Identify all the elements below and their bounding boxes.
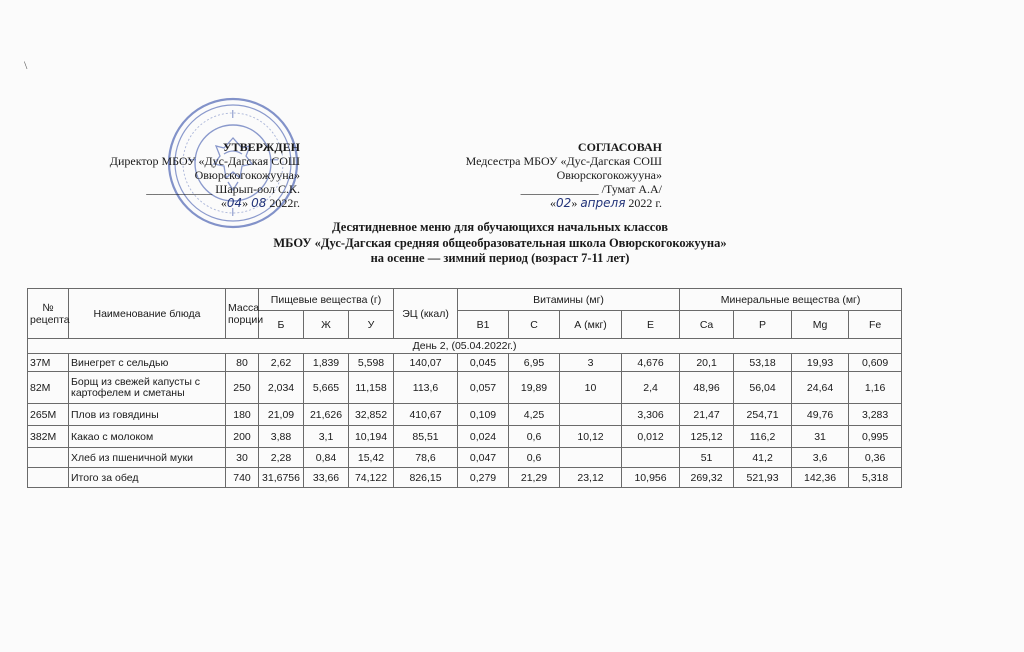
cell-a bbox=[560, 404, 622, 426]
cell-dish: Борщ из свежей капусты с картофелем и сметаны bbox=[69, 372, 226, 404]
agreement-title: СОГЛАСОВАН bbox=[577, 140, 662, 154]
cell-p: 254,71 bbox=[734, 404, 792, 426]
col-vitamins: Витамины (мг) bbox=[458, 289, 680, 311]
cell-fe: 0,609 bbox=[849, 354, 902, 372]
cell-b: 2,034 bbox=[259, 372, 304, 404]
cell-ca: 125,12 bbox=[680, 426, 734, 448]
total-ca: 269,32 bbox=[680, 468, 734, 488]
cell-energy: 410,67 bbox=[394, 404, 458, 426]
cell-b: 2,28 bbox=[259, 448, 304, 468]
cell-b: 2,62 bbox=[259, 354, 304, 372]
cell-energy: 85,51 bbox=[394, 426, 458, 448]
cell-recipe bbox=[28, 448, 69, 468]
col-dish: Наименование блюда bbox=[69, 289, 226, 339]
total-b: 31,6756 bbox=[259, 468, 304, 488]
agreement-date: «02» апреля 2022 г. bbox=[550, 196, 662, 210]
cell-u: 5,598 bbox=[349, 354, 394, 372]
total-u: 74,122 bbox=[349, 468, 394, 488]
approval-block bbox=[60, 140, 300, 210]
cell-ca: 21,47 bbox=[680, 404, 734, 426]
agreement-district: Овюрскогокожууна» bbox=[556, 168, 662, 182]
col-fe: Fe bbox=[849, 311, 902, 339]
table-row bbox=[28, 354, 902, 372]
cell-mass: 180 bbox=[226, 404, 259, 426]
cell-zh: 0,84 bbox=[304, 448, 349, 468]
total-mass: 740 bbox=[226, 468, 259, 488]
col-a: А (мкг) bbox=[560, 311, 622, 339]
cell-b: 21,09 bbox=[259, 404, 304, 426]
cell-fe: 1,16 bbox=[849, 372, 902, 404]
col-b: Б bbox=[259, 311, 304, 339]
cell-recipe: 82М bbox=[28, 372, 69, 404]
cell-energy: 113,6 bbox=[394, 372, 458, 404]
col-c: C bbox=[509, 311, 560, 339]
day-label: День 2, (05.04.2022г.) bbox=[28, 339, 902, 354]
cell-mg: 24,64 bbox=[792, 372, 849, 404]
cell-c: 4,25 bbox=[509, 404, 560, 426]
table-row bbox=[28, 404, 902, 426]
cell-p: 56,04 bbox=[734, 372, 792, 404]
total-label: Итого за обед bbox=[69, 468, 226, 488]
cell-a: 10,12 bbox=[560, 426, 622, 448]
cell-c: 0,6 bbox=[509, 448, 560, 468]
cell-b1: 0,057 bbox=[458, 372, 509, 404]
cell-a: 3 bbox=[560, 354, 622, 372]
total-mg: 142,36 bbox=[792, 468, 849, 488]
cell-fe: 3,283 bbox=[849, 404, 902, 426]
cell-recipe: 37М bbox=[28, 354, 69, 372]
approval-date: «04» 08 2022г. bbox=[220, 196, 300, 210]
approval-title: УТВЕРЖДЕН bbox=[222, 140, 300, 154]
col-minerals: Минеральные вещества (мг) bbox=[680, 289, 902, 311]
cell-mass: 30 bbox=[226, 448, 259, 468]
cell-zh: 3,1 bbox=[304, 426, 349, 448]
total-fe: 5,318 bbox=[849, 468, 902, 488]
cell-c: 19,89 bbox=[509, 372, 560, 404]
header-row-1 bbox=[28, 289, 902, 311]
cell-mg: 31 bbox=[792, 426, 849, 448]
cell-b1: 0,024 bbox=[458, 426, 509, 448]
cell-ca: 48,96 bbox=[680, 372, 734, 404]
heading-line-3: на осенне — зимний период (возраст 7-11 лет) bbox=[370, 251, 630, 265]
cell-e: 3,306 bbox=[622, 404, 680, 426]
cell-e: 2,4 bbox=[622, 372, 680, 404]
approval-month: 08 bbox=[251, 196, 267, 210]
total-row bbox=[28, 468, 902, 488]
col-mg: Mg bbox=[792, 311, 849, 339]
cell-zh: 1,839 bbox=[304, 354, 349, 372]
table-row bbox=[28, 426, 902, 448]
cell-p: 116,2 bbox=[734, 426, 792, 448]
cell-mg: 19,93 bbox=[792, 354, 849, 372]
agreement-position: Медсестра МБОУ «Дус-Дагская СОШ bbox=[465, 154, 662, 168]
agreement-day: 02 bbox=[556, 196, 572, 210]
total-zh: 33,66 bbox=[304, 468, 349, 488]
col-b1: B1 bbox=[458, 311, 509, 339]
cell-mg: 3,6 bbox=[792, 448, 849, 468]
cell-ca: 51 bbox=[680, 448, 734, 468]
cell-mass: 200 bbox=[226, 426, 259, 448]
cell-u: 10,194 bbox=[349, 426, 394, 448]
total-p: 521,93 bbox=[734, 468, 792, 488]
col-zh: Ж bbox=[304, 311, 349, 339]
cell-fe: 0,995 bbox=[849, 426, 902, 448]
approval-district: Овюрскогокожууна» bbox=[194, 168, 300, 182]
col-nutrients: Пищевые вещества (г) bbox=[259, 289, 394, 311]
col-recipe: № рецепта bbox=[28, 289, 69, 339]
col-u: У bbox=[349, 311, 394, 339]
cell-b: 3,88 bbox=[259, 426, 304, 448]
cell-e: 4,676 bbox=[622, 354, 680, 372]
heading-line-2: МБОУ «Дус-Дагская средняя общеобразовательная школа Овюрскогокожууна» bbox=[273, 235, 727, 250]
table-row bbox=[28, 372, 902, 404]
cell-zh: 21,626 bbox=[304, 404, 349, 426]
cell-a: 10 bbox=[560, 372, 622, 404]
agreement-month: апреля bbox=[580, 196, 626, 210]
cell-mass: 80 bbox=[226, 354, 259, 372]
cell-ca: 20,1 bbox=[680, 354, 734, 372]
cell-u: 11,158 bbox=[349, 372, 394, 404]
total-a: 23,12 bbox=[560, 468, 622, 488]
col-mass: Масса порции bbox=[226, 289, 259, 339]
cell-dish: Какао с молоком bbox=[69, 426, 226, 448]
cell-energy: 78,6 bbox=[394, 448, 458, 468]
total-recipe bbox=[28, 468, 69, 488]
cell-fe: 0,36 bbox=[849, 448, 902, 468]
cell-e: 0,012 bbox=[622, 426, 680, 448]
cell-e bbox=[622, 448, 680, 468]
cell-c: 0,6 bbox=[509, 426, 560, 448]
cell-p: 53,18 bbox=[734, 354, 792, 372]
cell-recipe: 382М bbox=[28, 426, 69, 448]
total-c: 21,29 bbox=[509, 468, 560, 488]
total-e: 10,956 bbox=[622, 468, 680, 488]
cell-recipe: 265М bbox=[28, 404, 69, 426]
agreement-signatory: _____________ /Тумат А.А/ bbox=[520, 182, 662, 196]
cell-a bbox=[560, 448, 622, 468]
col-p: P bbox=[734, 311, 792, 339]
agreement-block bbox=[420, 140, 662, 210]
menu-heading bbox=[150, 220, 850, 267]
cell-b1: 0,047 bbox=[458, 448, 509, 468]
cell-b1: 0,045 bbox=[458, 354, 509, 372]
heading-line-1: Десятидневное меню для обучающихся начальных классов bbox=[332, 220, 668, 234]
col-energy: ЭЦ (ккал) bbox=[394, 289, 458, 339]
approval-position: Директор МБОУ «Дус-Дагская СОШ bbox=[109, 154, 300, 168]
day-row bbox=[28, 339, 902, 354]
cell-mass: 250 bbox=[226, 372, 259, 404]
cell-p: 41,2 bbox=[734, 448, 792, 468]
cell-energy: 140,07 bbox=[394, 354, 458, 372]
col-ca: Ca bbox=[680, 311, 734, 339]
cell-dish: Плов из говядины bbox=[69, 404, 226, 426]
approval-day: 04 bbox=[226, 196, 243, 210]
cell-b1: 0,109 bbox=[458, 404, 509, 426]
cell-c: 6,95 bbox=[509, 354, 560, 372]
cell-dish: Винегрет с сельдью bbox=[69, 354, 226, 372]
corner-mark: \ bbox=[24, 58, 28, 72]
cell-u: 32,852 bbox=[349, 404, 394, 426]
menu-table bbox=[27, 288, 902, 488]
cell-u: 15,42 bbox=[349, 448, 394, 468]
col-e: E bbox=[622, 311, 680, 339]
approval-signatory: ___________ Шарып-оол С.К. bbox=[146, 182, 300, 196]
table-row bbox=[28, 448, 902, 468]
total-energy: 826,15 bbox=[394, 468, 458, 488]
cell-mg: 49,76 bbox=[792, 404, 849, 426]
cell-dish: Хлеб из пшеничной муки bbox=[69, 448, 226, 468]
total-b1: 0,279 bbox=[458, 468, 509, 488]
cell-zh: 5,665 bbox=[304, 372, 349, 404]
